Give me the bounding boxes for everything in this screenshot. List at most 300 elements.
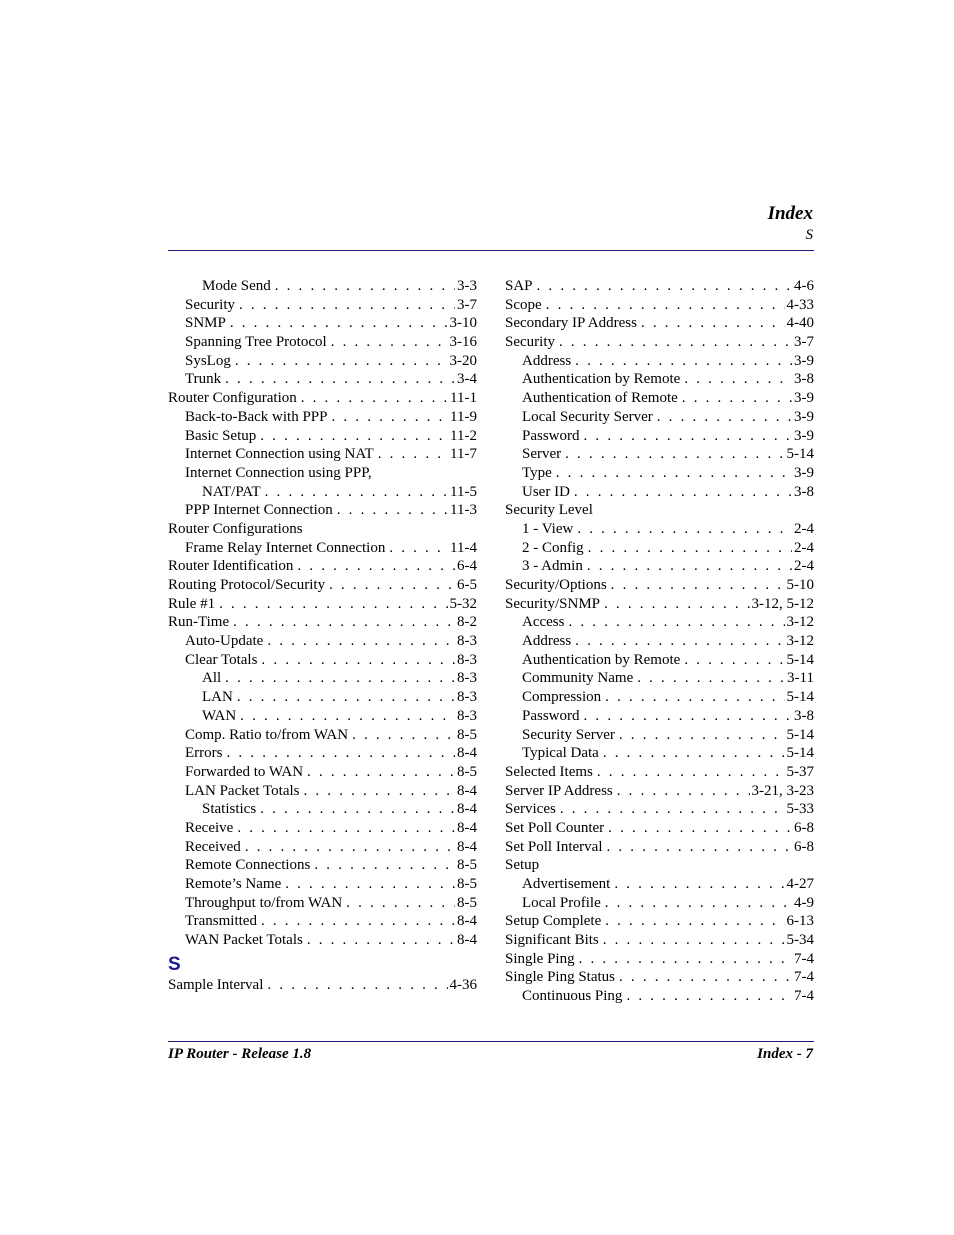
index-entry xyxy=(505,296,814,315)
index-term: Set Poll Interval xyxy=(505,838,603,855)
page-title: Index xyxy=(767,203,813,224)
index-term: Advertisement xyxy=(522,876,611,892)
index-page-ref: 3-8 xyxy=(794,483,814,500)
index-page-ref: 8-4 xyxy=(457,782,477,799)
index-term: Server IP Address xyxy=(505,782,613,799)
dot-leader xyxy=(575,632,784,651)
index-entry xyxy=(168,483,477,502)
dot-leader xyxy=(657,408,792,427)
index-entry xyxy=(505,819,814,838)
index-page-ref: 5-33 xyxy=(786,801,814,818)
index-entry xyxy=(168,819,477,838)
index-page-ref: 3-16 xyxy=(449,334,477,351)
index-entry xyxy=(505,389,814,408)
index-page-ref: 3-9 xyxy=(794,408,814,425)
index-term: 1 - View xyxy=(522,520,574,537)
index-entry xyxy=(505,613,814,632)
index-entry xyxy=(505,464,814,483)
index-entry xyxy=(505,651,814,670)
index-entry xyxy=(505,557,814,576)
dot-leader xyxy=(603,744,785,763)
index-term: All xyxy=(202,670,222,687)
dot-leader xyxy=(225,669,455,688)
index-term: Remote Connections xyxy=(185,857,311,874)
index-term: Mode Send xyxy=(202,278,271,294)
index-term: Address xyxy=(522,633,572,650)
index-term: Single Ping Status xyxy=(505,969,616,986)
index-page-ref: 6-8 xyxy=(794,819,814,836)
dot-leader xyxy=(225,370,455,389)
dot-leader xyxy=(597,763,785,782)
dot-leader xyxy=(301,389,448,408)
index-entry xyxy=(505,352,814,371)
index-entry xyxy=(505,501,814,520)
index-page-ref: 3-9 xyxy=(794,352,814,369)
dot-leader xyxy=(641,314,785,333)
index-page-ref: 3-21, 3-23 xyxy=(751,782,814,799)
index-page-ref: 7-4 xyxy=(794,950,814,967)
index-page-ref: 8-3 xyxy=(457,633,477,650)
index-term: 3 - Admin xyxy=(522,558,583,575)
index-entry xyxy=(505,669,814,688)
index-page-ref: 3-3 xyxy=(457,278,477,294)
dot-leader xyxy=(285,875,455,894)
dot-leader xyxy=(611,576,785,595)
index-term: Internet Connection using PPP, xyxy=(185,464,372,481)
index-term: Security/Options xyxy=(505,577,607,593)
dot-leader xyxy=(577,520,792,539)
index-entry xyxy=(505,987,814,1006)
index-term: Server xyxy=(522,446,562,463)
dot-leader xyxy=(617,782,750,801)
index-term: Authentication by Remote xyxy=(522,371,681,388)
index-entry xyxy=(168,352,477,371)
index-page-ref: 11-4 xyxy=(450,539,477,556)
dot-leader xyxy=(329,576,455,595)
index-term: Security Server xyxy=(522,726,615,743)
dot-leader xyxy=(240,707,455,726)
index-term: Router Configuration xyxy=(168,390,297,407)
index-entry xyxy=(505,576,814,595)
index-term: Frame Relay Internet Connection xyxy=(185,539,386,556)
dot-leader xyxy=(565,445,784,464)
index-entry xyxy=(505,539,814,558)
index-page-ref: 3-11 xyxy=(787,670,814,687)
index-entry xyxy=(168,296,477,315)
index-entry xyxy=(505,744,814,763)
dot-leader xyxy=(331,333,448,352)
index-term: Remote’s Name xyxy=(185,876,282,892)
index-term: Password xyxy=(522,427,580,444)
index-entry xyxy=(505,912,814,931)
dot-leader xyxy=(307,931,455,950)
index-entry xyxy=(168,800,477,819)
index-entry xyxy=(168,912,477,931)
dot-leader xyxy=(588,539,792,558)
index-term: NAT/PAT xyxy=(202,483,261,500)
index-entry xyxy=(505,763,814,782)
index-entry xyxy=(505,483,814,502)
index-page-ref: 6-13 xyxy=(786,913,814,930)
index-page-ref: 3-12 xyxy=(786,614,814,631)
index-entry xyxy=(505,277,814,296)
index-page-ref: 3-12 xyxy=(786,633,814,650)
index-page-ref: 8-4 xyxy=(457,819,477,836)
dot-leader xyxy=(261,651,455,670)
dot-leader xyxy=(614,875,784,894)
index-page-ref: 4-9 xyxy=(794,894,814,911)
index-page-ref: 8-4 xyxy=(457,838,477,855)
index-page-ref: 3-20 xyxy=(449,352,477,369)
dot-leader xyxy=(261,912,455,931)
index-page-ref: 3-4 xyxy=(457,371,477,388)
index-page-ref: 6-5 xyxy=(457,577,477,593)
index-term: Compression xyxy=(522,689,602,706)
index-entry xyxy=(168,557,477,576)
index-term: Access xyxy=(522,614,565,631)
index-term: Security Level xyxy=(505,502,593,519)
dot-leader xyxy=(260,800,455,819)
index-term: Community Name xyxy=(522,670,634,687)
dot-leader xyxy=(537,277,792,296)
dot-leader xyxy=(230,314,448,333)
index-term: Password xyxy=(522,707,580,724)
dot-leader xyxy=(619,968,792,987)
index-entry xyxy=(168,651,477,670)
section-letter-header: S xyxy=(805,227,813,243)
dot-leader xyxy=(267,976,447,995)
index-entry xyxy=(168,333,477,352)
index-entry xyxy=(168,688,477,707)
index-term: Setup Complete xyxy=(505,913,602,930)
index-entry xyxy=(505,632,814,651)
dot-leader xyxy=(546,296,785,315)
index-term: Significant Bits xyxy=(505,932,599,949)
dot-leader xyxy=(245,838,455,857)
dot-leader xyxy=(239,296,455,315)
index-term: WAN Packet Totals xyxy=(185,932,303,949)
index-term: Local Security Server xyxy=(522,408,653,425)
footer-divider xyxy=(168,1041,814,1042)
index-page-ref: 7-4 xyxy=(794,969,814,986)
index-page-ref: 8-5 xyxy=(457,894,477,911)
index-term: SysLog xyxy=(185,352,231,369)
index-page-ref: 3-8 xyxy=(794,371,814,388)
index-entry xyxy=(505,445,814,464)
index-term: LAN Packet Totals xyxy=(185,782,300,799)
index-section-letter: S xyxy=(168,953,181,975)
index-entry xyxy=(505,427,814,446)
index-term: Routing Protocol/Security xyxy=(168,577,326,593)
index-entry xyxy=(505,875,814,894)
dot-leader xyxy=(556,464,792,483)
index-entry xyxy=(168,408,477,427)
index-term: User ID xyxy=(522,483,570,500)
index-term: Receive xyxy=(185,819,234,836)
index-page-ref: 6-4 xyxy=(457,558,477,575)
index-entry xyxy=(505,333,814,352)
index-entry xyxy=(505,856,814,875)
index-term: SAP xyxy=(505,278,533,294)
index-term: Basic Setup xyxy=(185,427,257,444)
index-term: Continuous Ping xyxy=(522,988,623,1005)
index-term: PPP Internet Connection xyxy=(185,502,333,519)
dot-leader xyxy=(637,669,785,688)
index-page-ref: 4-6 xyxy=(794,278,814,294)
index-entry xyxy=(168,576,477,595)
index-term: WAN xyxy=(202,707,237,724)
index-term: Setup xyxy=(505,857,540,874)
index-page-ref: 5-14 xyxy=(786,651,814,668)
index-page-ref: 6-8 xyxy=(794,838,814,855)
index-entry xyxy=(505,726,814,745)
index-term: Authentication by Remote xyxy=(522,651,681,668)
index-term: Typical Data xyxy=(522,745,599,762)
index-page-ref: 3-9 xyxy=(794,464,814,481)
dot-leader xyxy=(219,595,447,614)
index-term: Forwarded to WAN xyxy=(185,763,304,780)
index-term: Secondary IP Address xyxy=(505,315,637,332)
dot-leader xyxy=(314,856,455,875)
index-entry xyxy=(505,838,814,857)
index-entry xyxy=(505,370,814,389)
dot-leader xyxy=(332,408,449,427)
index-term: Selected Items xyxy=(505,763,593,780)
index-page-ref: 7-4 xyxy=(794,988,814,1005)
index-entry xyxy=(168,976,477,995)
index-page-ref: 8-4 xyxy=(457,745,477,762)
index-term: Single Ping xyxy=(505,950,575,967)
index-page-ref: 5-10 xyxy=(786,577,814,593)
index-entry xyxy=(168,539,477,558)
index-entry xyxy=(168,707,477,726)
index-term: Authentication of Remote xyxy=(522,390,678,407)
index-entry xyxy=(168,875,477,894)
index-term: Security xyxy=(505,334,555,351)
index-entry xyxy=(168,726,477,745)
dot-leader xyxy=(605,894,792,913)
dot-leader xyxy=(575,352,792,371)
index-entry xyxy=(168,520,477,539)
index-page-ref: 5-37 xyxy=(786,763,814,780)
index-page-ref: 8-5 xyxy=(457,876,477,892)
index-page-ref: 8-3 xyxy=(457,670,477,687)
index-term: Rule #1 xyxy=(168,595,216,612)
index-page-ref: 2-4 xyxy=(794,539,814,556)
index-page-ref: 2-4 xyxy=(794,558,814,575)
index-page-ref: 3-10 xyxy=(449,315,477,332)
index-page-ref: 3-9 xyxy=(794,390,814,407)
dot-leader xyxy=(235,352,448,371)
dot-leader xyxy=(568,613,784,632)
dot-leader xyxy=(626,987,792,1006)
index-term: Internet Connection using NAT xyxy=(185,446,374,463)
index-term: Throughput to/from WAN xyxy=(185,894,343,911)
index-term: Transmitted xyxy=(185,913,257,930)
index-page-ref: 8-5 xyxy=(457,726,477,743)
index-page-ref: 8-3 xyxy=(457,707,477,724)
index-term: Scope xyxy=(505,296,542,313)
index-page-ref: 3-7 xyxy=(794,334,814,351)
index-page-ref: 2-4 xyxy=(794,520,814,537)
index-entry xyxy=(168,595,477,614)
index-term: Statistics xyxy=(202,801,257,818)
index-page-ref: 4-33 xyxy=(786,296,814,313)
index-page-ref: 4-40 xyxy=(786,315,814,332)
dot-leader xyxy=(304,782,456,801)
index-entry xyxy=(168,632,477,651)
index-page-ref: 8-5 xyxy=(457,763,477,780)
index-entry xyxy=(168,782,477,801)
index-page-ref: 11-1 xyxy=(450,390,477,407)
dot-leader xyxy=(619,726,785,745)
index-page-ref: 11-7 xyxy=(450,446,477,463)
footer-page-number: Index - 7 xyxy=(757,1046,813,1062)
index-term: Spanning Tree Protocol xyxy=(185,334,327,351)
index-term: Local Profile xyxy=(522,894,601,911)
index-page-ref: 5-34 xyxy=(786,932,814,949)
index-page-ref: 8-4 xyxy=(457,801,477,818)
dot-leader xyxy=(337,501,448,520)
index-entry xyxy=(505,707,814,726)
index-page-ref: 5-14 xyxy=(786,745,814,762)
index-entry xyxy=(505,931,814,950)
index-entry xyxy=(168,744,477,763)
dot-leader xyxy=(265,483,448,502)
index-entry xyxy=(168,501,477,520)
dot-leader xyxy=(237,688,455,707)
index-page-ref: 8-4 xyxy=(457,913,477,930)
index-term: Services xyxy=(505,801,556,818)
index-entry xyxy=(168,277,477,296)
index-term: Router Configurations xyxy=(168,520,303,537)
index-page-ref: 11-3 xyxy=(450,502,477,519)
index-entry xyxy=(505,520,814,539)
index-page-ref: 5-14 xyxy=(786,446,814,463)
dot-leader xyxy=(579,950,792,969)
dot-leader xyxy=(603,931,785,950)
index-term: Run-Time xyxy=(168,614,230,631)
index-page-ref: 11-2 xyxy=(450,427,477,444)
index-term: Address xyxy=(522,352,572,369)
index-entry xyxy=(168,669,477,688)
index-page-ref: 11-9 xyxy=(450,408,477,425)
dot-leader xyxy=(605,912,784,931)
index-term: 2 - Config xyxy=(522,539,584,556)
dot-leader xyxy=(608,819,792,838)
dot-leader xyxy=(584,427,792,446)
index-page-ref: 11-5 xyxy=(450,483,477,500)
index-entry xyxy=(168,370,477,389)
index-column-left xyxy=(168,277,477,994)
index-entry xyxy=(168,838,477,857)
index-entry xyxy=(168,613,477,632)
index-page-ref: 8-5 xyxy=(457,857,477,874)
index-term: Trunk xyxy=(185,371,222,388)
index-entry xyxy=(168,464,477,483)
index-entry xyxy=(505,800,814,819)
index-page-ref: 4-36 xyxy=(449,976,477,993)
index-term: Type xyxy=(522,464,552,481)
dot-leader xyxy=(267,632,455,651)
index-term: Sample Interval xyxy=(168,976,264,993)
index-page-ref: 8-3 xyxy=(457,651,477,668)
index-entry xyxy=(168,894,477,913)
index-entry xyxy=(505,314,814,333)
dot-leader xyxy=(584,707,792,726)
footer-product: IP Router - Release 1.8 xyxy=(168,1046,312,1062)
index-term: Errors xyxy=(185,745,223,762)
dot-leader xyxy=(307,763,455,782)
dot-leader xyxy=(605,688,784,707)
index-page-ref: 3-7 xyxy=(457,296,477,313)
index-entry xyxy=(168,445,477,464)
dot-leader xyxy=(607,838,793,857)
dot-leader xyxy=(275,277,455,296)
dot-leader xyxy=(684,370,792,389)
index-term: Back-to-Back with PPP xyxy=(185,408,328,425)
index-entry xyxy=(505,894,814,913)
index-page-ref: 5-32 xyxy=(449,595,477,612)
index-entry xyxy=(505,968,814,987)
index-entry xyxy=(505,688,814,707)
index-entry xyxy=(505,408,814,427)
index-entry xyxy=(168,389,477,408)
index-entry xyxy=(168,427,477,446)
index-page-ref: 8-4 xyxy=(457,932,477,949)
index-term: Set Poll Counter xyxy=(505,819,605,836)
index-page-ref: 4-27 xyxy=(786,876,814,892)
header-divider xyxy=(168,250,814,251)
index-term: Security/SNMP xyxy=(505,595,601,612)
dot-leader xyxy=(560,800,785,819)
index-term: Auto-Update xyxy=(185,633,264,650)
index-page-ref: 8-3 xyxy=(457,689,477,706)
index-term: Received xyxy=(185,838,241,855)
index-entry xyxy=(505,595,814,614)
dot-leader xyxy=(559,333,792,352)
index-entry xyxy=(505,950,814,969)
index-term: SNMP xyxy=(185,315,226,332)
index-entry xyxy=(168,931,477,950)
index-column-right xyxy=(505,277,814,1006)
dot-leader xyxy=(352,726,455,745)
index-term: Router Identification xyxy=(168,558,294,575)
index-page-ref: 3-9 xyxy=(794,427,814,444)
dot-leader xyxy=(604,595,749,614)
dot-leader xyxy=(297,557,455,576)
dot-leader xyxy=(346,894,455,913)
index-entry xyxy=(168,763,477,782)
dot-leader xyxy=(587,557,792,576)
index-entry xyxy=(505,782,814,801)
index-entry xyxy=(168,314,477,333)
dot-leader xyxy=(227,744,456,763)
index-entry xyxy=(168,856,477,875)
index-page-ref: 3-8 xyxy=(794,707,814,724)
dot-leader xyxy=(237,819,455,838)
dot-leader xyxy=(389,539,448,558)
dot-leader xyxy=(684,651,784,670)
dot-leader xyxy=(378,445,448,464)
index-page-ref: 8-2 xyxy=(457,614,477,631)
dot-leader xyxy=(574,483,792,502)
index-term: LAN xyxy=(202,689,233,706)
dot-leader xyxy=(260,427,448,446)
index-page-ref: 3-12, 5-12 xyxy=(751,595,814,612)
index-term: Comp. Ratio to/from WAN xyxy=(185,726,349,743)
index-page-ref: 5-14 xyxy=(786,726,814,743)
